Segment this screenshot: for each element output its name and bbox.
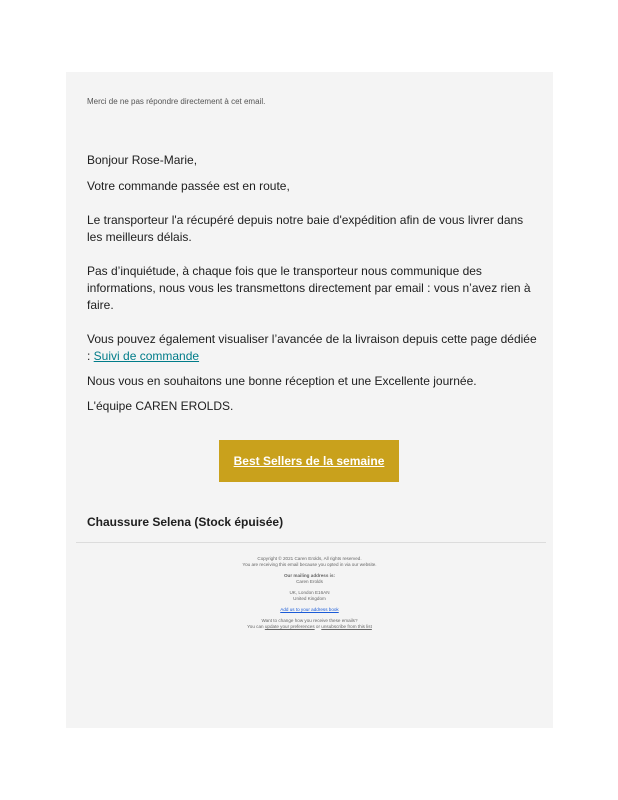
product-title: Chaussure Selena (Stock épuisée) xyxy=(87,515,284,529)
change-preferences-question: Want to change how you receive these emails? xyxy=(261,618,358,623)
copyright-text: Copyright © 2021 Caren Erolds, All rights reserved. xyxy=(257,556,362,561)
address-country: United Kingdom xyxy=(293,596,326,601)
carrier-line: Le transporteur l'a récupéré depuis notre baie d'expédition afin de vous livrer dans les meilleurs délais. xyxy=(87,213,524,244)
tracking-line xyxy=(87,331,537,365)
opt-in-reason: You are receiving this email because you opted in via our website. xyxy=(242,562,377,567)
address-line: UK, London E16AN xyxy=(289,590,330,595)
preferences-line xyxy=(66,624,553,630)
unsubscribe-link[interactable]: unsubscribe from this list xyxy=(321,624,372,629)
signature: L'équipe CAREN EROLDS. xyxy=(87,399,234,413)
add-to-address-book-link[interactable]: Add us to your address book xyxy=(280,607,339,612)
email-body xyxy=(87,152,537,415)
order-tracking-link[interactable]: Suivi de commande xyxy=(93,349,200,363)
divider xyxy=(76,542,546,543)
tracking-line-text: Vous pouvez également visualiser l’avancée de la livraison depuis cette page dédiée : xyxy=(87,332,537,363)
order-status-line: Votre commande passée est en route, xyxy=(87,179,290,193)
or-text: or xyxy=(314,624,322,629)
wish-line: Nous vous en souhaitons une bonne réception et une Excellente journée. xyxy=(87,374,477,388)
company-name: Caren Erolds xyxy=(296,579,323,584)
email-footer xyxy=(66,556,553,630)
preferences-prefix: You can xyxy=(247,624,265,629)
greeting: Bonjour Rose-Marie, xyxy=(87,153,198,167)
reassurance-line: Pas d’inquiétude, à chaque fois que le transporteur nous communique des informations, nous vous les transmettons directement par email : vous n’avez rien à faire. xyxy=(87,264,531,312)
update-preferences-link[interactable]: update your preferences xyxy=(264,624,315,629)
mailing-address-title: Our mailing address is: xyxy=(283,573,336,578)
best-sellers-button[interactable]: Best Sellers de la semaine xyxy=(219,440,399,482)
email-card xyxy=(66,72,553,728)
no-reply-notice: Merci de ne pas répondre directement à cet email. xyxy=(87,97,266,106)
